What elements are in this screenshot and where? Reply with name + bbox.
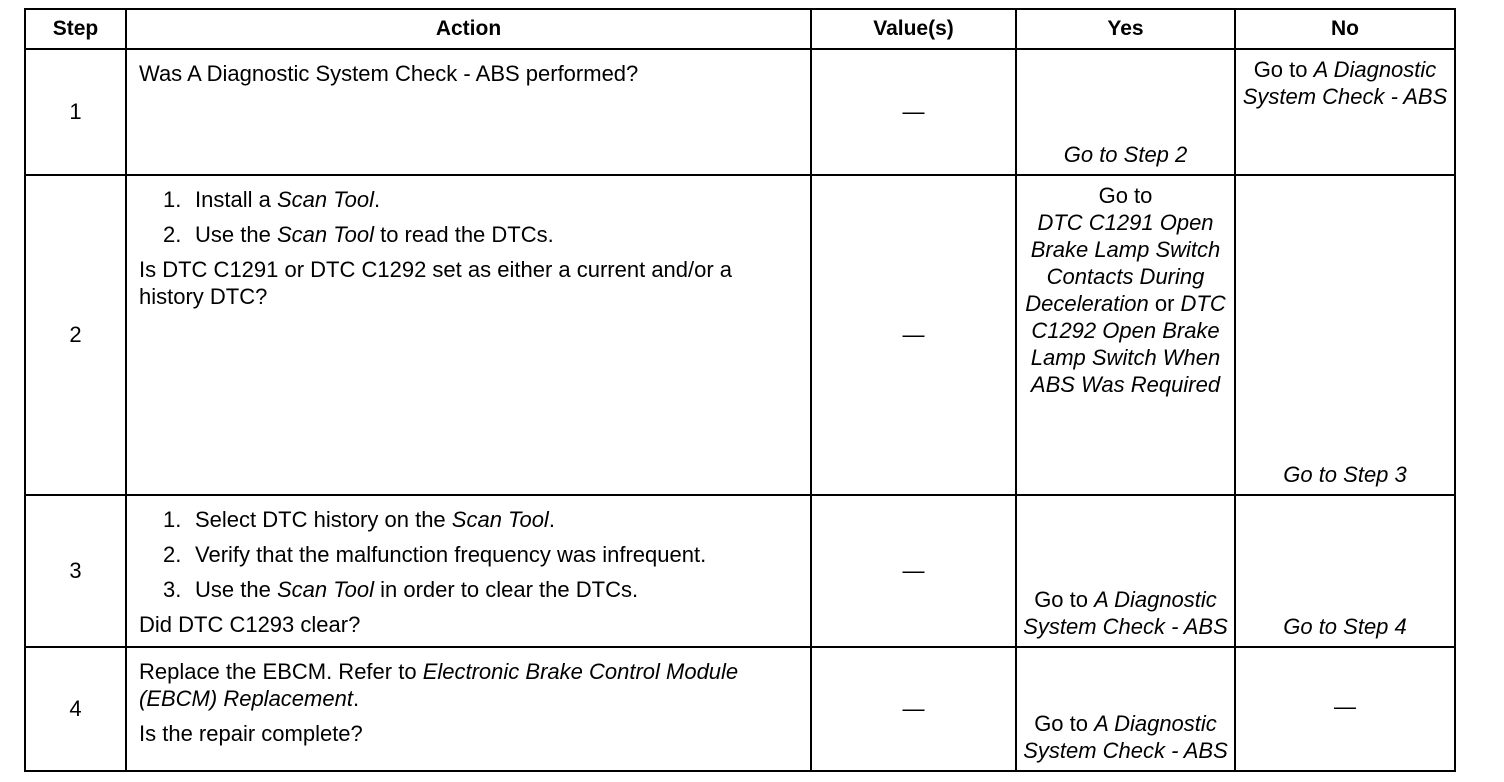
list-item	[139, 576, 800, 603]
list-item	[139, 221, 800, 248]
list-item	[139, 506, 800, 533]
item-emphasis: Scan Tool	[451, 507, 549, 532]
yes-link[interactable]: A Diagnostic System Check - ABS	[1023, 587, 1228, 639]
item-emphasis: Scan Tool	[276, 187, 374, 212]
yes-cell	[1016, 495, 1235, 647]
header-yes: Yes	[1016, 9, 1235, 49]
yes-prefix: Go to	[1034, 587, 1095, 612]
yes-link[interactable]: A Diagnostic System Check - ABS	[1023, 711, 1228, 763]
list-item	[139, 186, 800, 213]
action-cell	[126, 175, 811, 495]
header-row	[25, 9, 1455, 49]
action-question: Was A Diagnostic System Check - ABS performed?	[139, 61, 639, 86]
step-number: 3	[25, 495, 126, 647]
no-link[interactable]: Go to Step 4	[1283, 614, 1407, 639]
table-row	[25, 495, 1455, 647]
item-text: Use the	[195, 222, 277, 247]
item-emphasis: Scan Tool	[276, 577, 374, 602]
action-question: Is the repair complete?	[139, 721, 363, 746]
table-row	[25, 49, 1455, 175]
yes-link[interactable]: DTC C1292 Open Brake Lamp Switch When ABS Was Required	[1030, 291, 1226, 397]
item-text: Select DTC history on the	[195, 507, 452, 532]
header-step: Step	[25, 9, 126, 49]
yes-link[interactable]: Go to Step 2	[1063, 142, 1188, 167]
header-action: Action	[126, 9, 811, 49]
instruction-list	[139, 186, 800, 248]
action-cell	[126, 495, 811, 647]
action-question: Did DTC C1293 clear?	[139, 612, 361, 637]
action-question: Is DTC C1291 or DTC C1292 set as either a current and/or a history DTC?	[139, 257, 733, 309]
action-cell	[126, 647, 811, 771]
no-cell	[1235, 495, 1455, 647]
step-number: 1	[25, 49, 126, 175]
yes-or: or	[1148, 291, 1181, 316]
value-cell: —	[811, 495, 1016, 647]
action-text: Replace the EBCM. Refer to	[139, 659, 423, 684]
instruction-list	[139, 506, 800, 603]
item-emphasis: Scan Tool	[276, 222, 374, 247]
item-number: 2.	[163, 542, 182, 567]
item-number: 3.	[163, 577, 182, 602]
item-text: to read the DTCs.	[373, 222, 554, 247]
item-text: Verify that the malfunction frequency was infrequent.	[195, 542, 707, 567]
no-cell	[1235, 49, 1455, 175]
action-link[interactable]: Electronic Brake Control Module (EBCM) Replacement	[139, 659, 739, 711]
yes-prefix: Go to	[1098, 183, 1153, 208]
header-no: No	[1235, 9, 1455, 49]
no-link[interactable]: Go to Step 3	[1283, 462, 1407, 487]
yes-prefix: Go to	[1034, 711, 1095, 736]
item-number: 2.	[163, 222, 182, 247]
item-text: .	[548, 507, 555, 532]
no-cell	[1235, 175, 1455, 495]
yes-cell	[1016, 49, 1235, 175]
yes-link[interactable]: DTC C1291 Open Brake Lamp Switch Contacts During Deceleration	[1025, 210, 1221, 316]
item-number: 1.	[163, 507, 182, 532]
no-prefix: Go to	[1253, 57, 1314, 82]
table-row	[25, 647, 1455, 771]
step-number: 2	[25, 175, 126, 495]
value-cell: —	[811, 647, 1016, 771]
yes-cell	[1016, 175, 1235, 495]
header-values: Value(s)	[811, 9, 1016, 49]
action-cell	[126, 49, 811, 175]
table-row	[25, 175, 1455, 495]
item-text: Use the	[195, 577, 277, 602]
item-text: Install a	[195, 187, 277, 212]
item-text: in order to clear the DTCs.	[373, 577, 639, 602]
no-cell: —	[1235, 647, 1455, 771]
list-item	[139, 541, 800, 568]
diagnostic-table	[24, 8, 1456, 772]
action-text: .	[352, 686, 360, 711]
value-cell: —	[811, 49, 1016, 175]
no-link[interactable]: A Diagnostic System Check - ABS	[1242, 57, 1448, 109]
step-number: 4	[25, 647, 126, 771]
item-text: .	[373, 187, 381, 212]
yes-cell	[1016, 647, 1235, 771]
item-number: 1.	[163, 187, 182, 212]
value-cell: —	[811, 175, 1016, 495]
